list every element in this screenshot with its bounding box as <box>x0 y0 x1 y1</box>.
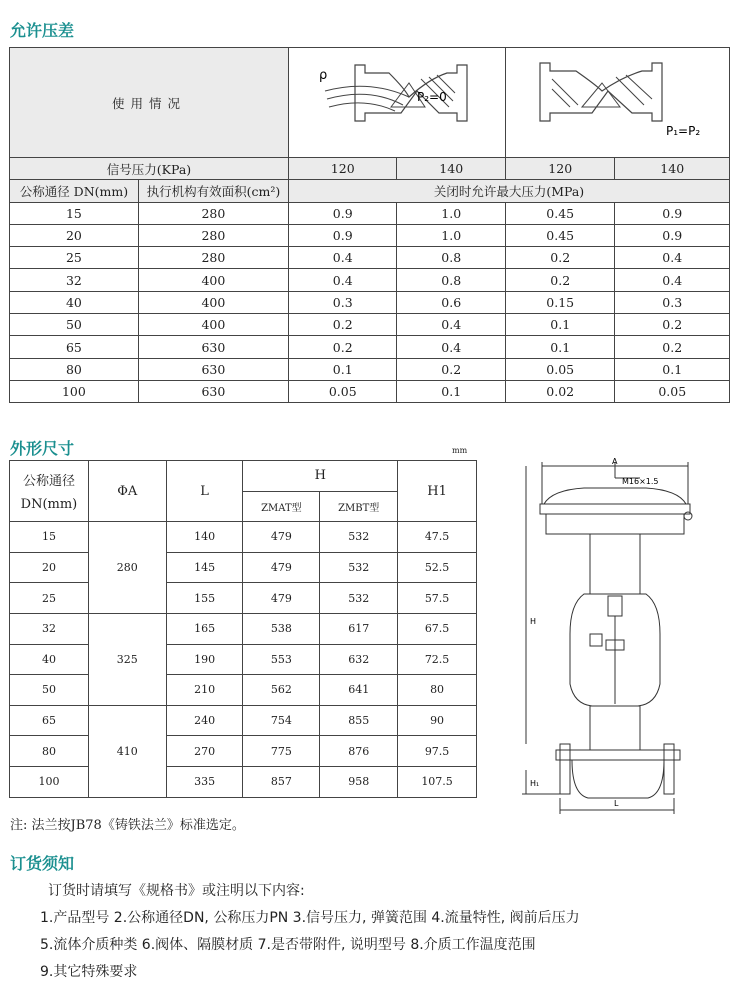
pressure-cell: 0.2 <box>288 314 397 336</box>
pressure-cell: 20 <box>10 224 139 246</box>
dimension-row <box>10 675 477 706</box>
pressure-row <box>10 202 730 224</box>
pressure-cell: 280 <box>138 202 288 224</box>
dimension-row <box>10 705 477 736</box>
pressure-cell: 0.2 <box>615 314 730 336</box>
pressure-cell: 0.45 <box>505 224 614 246</box>
pressure-cell: 0.6 <box>397 291 506 313</box>
valve-diagram-p2-zero <box>289 49 505 153</box>
dimension-row <box>10 736 477 767</box>
dimension-cell: 240 <box>166 705 243 736</box>
pressure-cell: 15 <box>10 202 139 224</box>
dim-H1-header: H1 <box>398 461 477 522</box>
pressure-cell: 400 <box>138 291 288 313</box>
dimension-cell: 80 <box>10 736 89 767</box>
dimension-cell: 632 <box>320 644 398 675</box>
dimension-cell: 641 <box>320 675 398 706</box>
pressure-cell: 0.05 <box>615 380 730 402</box>
dimension-row <box>10 644 477 675</box>
pressure-cell: 0.4 <box>397 314 506 336</box>
drawing-thread-label: M16×1.5 <box>622 477 659 486</box>
pressure-cell: 0.1 <box>505 336 614 358</box>
dimension-cell: 15 <box>10 522 89 553</box>
dimension-cell: 72.5 <box>398 644 477 675</box>
valve-outline-drawing <box>512 454 730 824</box>
dimension-cell: 67.5 <box>398 613 477 644</box>
dimension-cell: 562 <box>243 675 320 706</box>
pressure-cell: 400 <box>138 314 288 336</box>
dimension-cell: 90 <box>398 705 477 736</box>
dimension-row <box>10 552 477 583</box>
col-area-header: 执行机构有效面积(cm²) <box>138 180 288 202</box>
pressure-cell: 1.0 <box>397 224 506 246</box>
pressure-cell: 65 <box>10 336 139 358</box>
pressure-cell: 0.2 <box>505 247 614 269</box>
diagram-p2-zero-label: P₂=0 <box>416 90 447 104</box>
dimension-cell: 165 <box>166 613 243 644</box>
signal-label: 信号压力(KPa) <box>10 158 289 180</box>
usage-row <box>10 48 730 158</box>
dim-H-header: H <box>243 461 398 492</box>
diagram-p1-p2-label: P₁=P₂ <box>665 124 701 138</box>
dimension-cell: 958 <box>320 766 398 797</box>
pressure-cell: 100 <box>10 380 139 402</box>
dimension-cell: 532 <box>320 522 398 553</box>
dimension-cell: 754 <box>243 705 320 736</box>
signal-value: 120 <box>288 158 397 180</box>
pressure-cell: 630 <box>138 380 288 402</box>
pressure-cell: 0.05 <box>288 380 397 402</box>
dimension-cell: 210 <box>166 675 243 706</box>
section-title-dimensions: 外形尺寸 <box>10 439 75 458</box>
drawing-H1-label: H₁ <box>530 779 540 788</box>
signal-value: 120 <box>505 158 614 180</box>
ordering-intro: 订货时请填写《规格书》或注明以下内容: <box>48 883 305 899</box>
dimension-row <box>10 583 477 614</box>
pressure-cell: 0.45 <box>505 202 614 224</box>
dim-dn-header: 公称通径 DN(mm) <box>10 461 89 522</box>
flange-note: 注: 法兰按JB78《铸铁法兰》标准选定。 <box>10 818 245 833</box>
dimension-cell: 553 <box>243 644 320 675</box>
dimension-cell: 47.5 <box>398 522 477 553</box>
pressure-cell: 0.05 <box>505 358 614 380</box>
dimension-cell: 479 <box>243 552 320 583</box>
pressure-cell: 0.8 <box>397 247 506 269</box>
pressure-cell: 80 <box>10 358 139 380</box>
dimension-cell: 20 <box>10 552 89 583</box>
phiA-cell: 325 <box>88 613 166 705</box>
pressure-table <box>9 47 730 403</box>
pressure-cell: 280 <box>138 224 288 246</box>
dimension-cell: 532 <box>320 552 398 583</box>
usage-label: 使用情况 <box>10 48 289 158</box>
drawing-H-label: H <box>530 617 537 626</box>
pressure-cell: 0.8 <box>397 269 506 291</box>
dimension-cell: 876 <box>320 736 398 767</box>
pressure-cell: 0.4 <box>397 336 506 358</box>
dimension-cell: 270 <box>166 736 243 767</box>
dimension-cell: 155 <box>166 583 243 614</box>
ordering-line-2: 5.流体介质种类 6.阀体、隔膜材质 7.是否带附件, 说明型号 8.介质工作温度范围 <box>40 937 536 953</box>
column-header-row <box>10 180 730 202</box>
pressure-cell: 0.4 <box>288 247 397 269</box>
dim-phiA-header: ΦA <box>88 461 166 522</box>
pressure-cell: 0.4 <box>615 269 730 291</box>
dimension-cell: 532 <box>320 583 398 614</box>
pressure-row <box>10 380 730 402</box>
pressure-cell: 40 <box>10 291 139 313</box>
pressure-row <box>10 224 730 246</box>
pressure-cell: 0.4 <box>288 269 397 291</box>
pressure-cell: 0.2 <box>615 336 730 358</box>
pressure-cell: 0.1 <box>288 358 397 380</box>
pressure-cell: 32 <box>10 269 139 291</box>
pressure-cell: 25 <box>10 247 139 269</box>
pressure-cell: 0.1 <box>505 314 614 336</box>
dimension-cell: 190 <box>166 644 243 675</box>
pressure-row <box>10 269 730 291</box>
ordering-line-3: 9.其它特殊要求 <box>40 964 138 980</box>
pressure-cell: 0.1 <box>615 358 730 380</box>
dimension-cell: 32 <box>10 613 89 644</box>
dim-zmbt-header: ZMBT型 <box>320 491 398 522</box>
valve-diagram-p1-eq-p2 <box>506 49 729 153</box>
dimension-cell: 107.5 <box>398 766 477 797</box>
pressure-cell: 0.2 <box>505 269 614 291</box>
pressure-cell: 630 <box>138 358 288 380</box>
dimension-cell: 855 <box>320 705 398 736</box>
dimension-cell: 538 <box>243 613 320 644</box>
dimension-cell: 479 <box>243 522 320 553</box>
section-title-ordering: 订货须知 <box>10 854 75 873</box>
pressure-cell: 630 <box>138 336 288 358</box>
signal-row <box>10 158 730 180</box>
pressure-cell: 280 <box>138 247 288 269</box>
dim-zmat-header: ZMAT型 <box>243 491 320 522</box>
pressure-cell: 0.1 <box>397 380 506 402</box>
pressure-cell: 0.3 <box>615 291 730 313</box>
signal-value: 140 <box>397 158 506 180</box>
dimension-cell: 50 <box>10 675 89 706</box>
dimension-cell: 65 <box>10 705 89 736</box>
diagram-rho-label: ρ <box>318 68 328 83</box>
dimension-cell: 80 <box>398 675 477 706</box>
drawing-L-label: L <box>614 799 619 808</box>
pressure-row <box>10 358 730 380</box>
dimension-cell: 97.5 <box>398 736 477 767</box>
dim-header-row <box>10 461 477 492</box>
dimension-cell: 479 <box>243 583 320 614</box>
dimension-cell: 335 <box>166 766 243 797</box>
drawing-A-label: A <box>612 457 618 466</box>
pressure-cell: 400 <box>138 269 288 291</box>
pressure-cell: 0.9 <box>288 202 397 224</box>
phiA-cell: 410 <box>88 705 166 797</box>
pressure-cell: 50 <box>10 314 139 336</box>
phiA-cell: 280 <box>88 522 166 614</box>
pressure-cell: 0.4 <box>615 247 730 269</box>
dimension-row <box>10 522 477 553</box>
diagram-p1-p2-cell <box>505 48 729 158</box>
ordering-line-1: 1.产品型号 2.公称通径DN, 公称压力PN 3.信号压力, 弹簧范围 4.流量特性, 阀前后压力 <box>40 910 580 926</box>
dimension-row <box>10 766 477 797</box>
dimension-cell: 100 <box>10 766 89 797</box>
signal-value: 140 <box>615 158 730 180</box>
dimension-cell: 40 <box>10 644 89 675</box>
pressure-row <box>10 291 730 313</box>
pressure-cell: 0.9 <box>288 224 397 246</box>
pressure-cell: 0.3 <box>288 291 397 313</box>
dimension-row <box>10 613 477 644</box>
col-pressure-header: 关闭时允许最大压力(MPa) <box>288 180 729 202</box>
unit-label: mm <box>452 446 468 455</box>
pressure-cell: 0.2 <box>288 336 397 358</box>
diagram-p2-zero-cell <box>288 48 505 158</box>
pressure-cell: 0.02 <box>505 380 614 402</box>
dimension-table <box>9 460 477 798</box>
pressure-cell: 1.0 <box>397 202 506 224</box>
pressure-cell: 0.15 <box>505 291 614 313</box>
dimension-cell: 857 <box>243 766 320 797</box>
dimension-cell: 140 <box>166 522 243 553</box>
dim-L-header: L <box>166 461 243 522</box>
pressure-cell: 0.9 <box>615 224 730 246</box>
pressure-row <box>10 247 730 269</box>
section-title-pressure: 允许压差 <box>10 21 75 40</box>
dimension-cell: 617 <box>320 613 398 644</box>
col-dn-header: 公称通径 DN(mm) <box>10 180 139 202</box>
dimension-cell: 25 <box>10 583 89 614</box>
pressure-row <box>10 336 730 358</box>
dimension-cell: 775 <box>243 736 320 767</box>
pressure-row <box>10 314 730 336</box>
dimension-cell: 52.5 <box>398 552 477 583</box>
pressure-cell: 0.9 <box>615 202 730 224</box>
pressure-cell: 0.2 <box>397 358 506 380</box>
dimension-cell: 145 <box>166 552 243 583</box>
dimension-cell: 57.5 <box>398 583 477 614</box>
